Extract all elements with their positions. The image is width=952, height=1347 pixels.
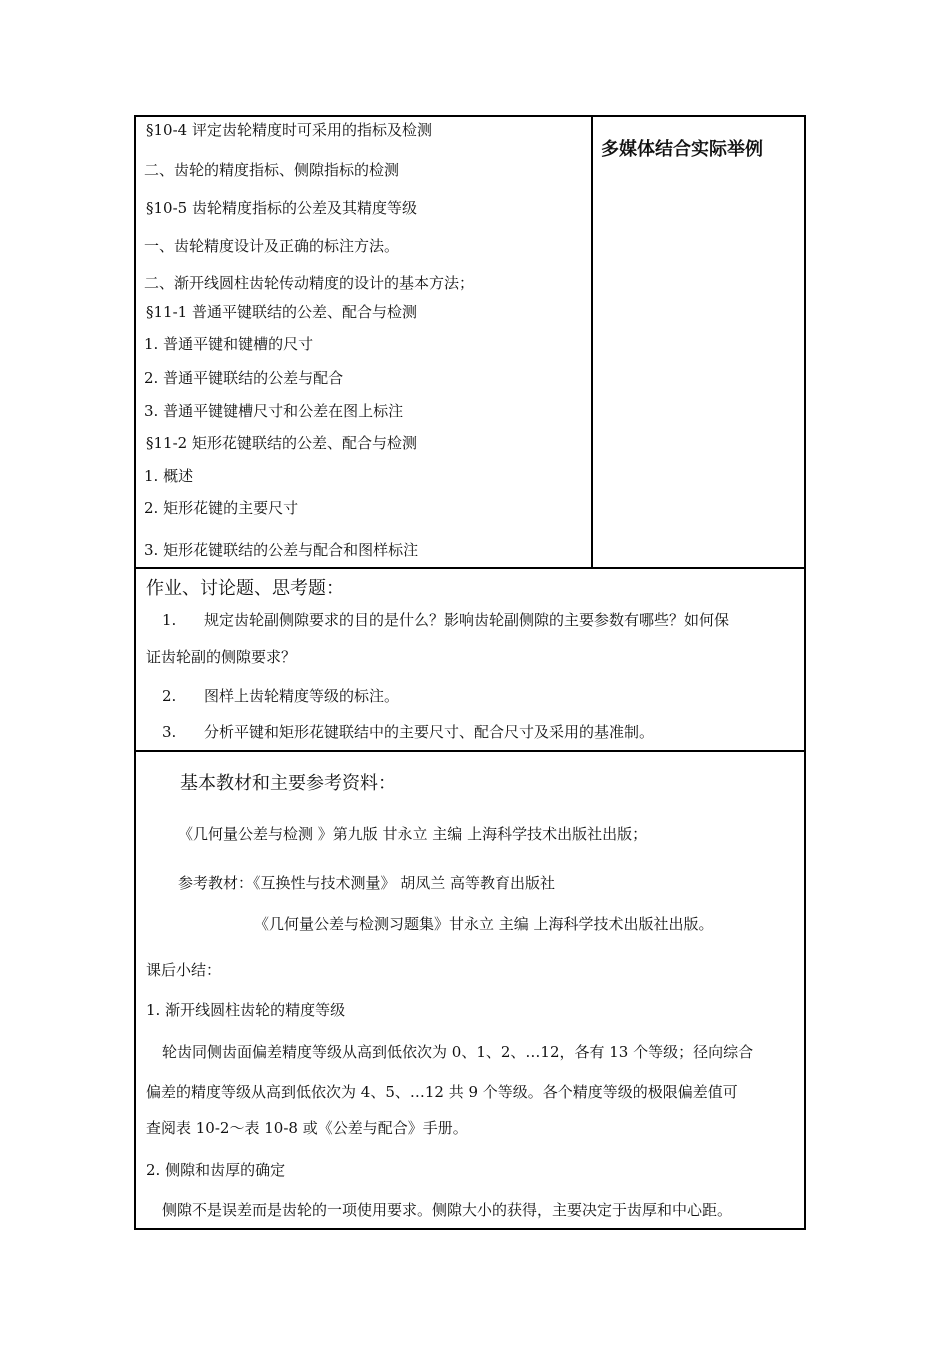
row-divider-1 — [136, 567, 804, 569]
summary-1-line2: 偏差的精度等级从高到低依次为 4、5、…12 共 9 个等级。各个精度等级的极限偏差值可 — [146, 1083, 738, 1101]
summary-2-line1: 侧隙不是误差而是齿轮的一项使用要求。侧隙大小的获得，主要决定于齿厚和中心距。 — [162, 1201, 733, 1219]
content-item: 二、齿轮的精度指标、侧隙指标的检测 — [144, 161, 400, 179]
content-item: 二、渐开线圆柱齿轮传动精度的设计的基本方法； — [144, 274, 475, 292]
content-item: 1. 概述 — [144, 467, 194, 485]
row-divider-2 — [136, 750, 804, 752]
homework-heading: 作业、讨论题、思考题： — [146, 578, 344, 599]
references-heading: 基本教材和主要参考资料： — [180, 773, 396, 794]
homework-q3: 分析平键和矩形花键联结中的主要尺寸、配合尺寸及采用的基准制。 — [204, 723, 655, 741]
content-item: §11-2 矩形花键联结的公差、配合与检测 — [146, 434, 417, 452]
side-note: 多媒体结合实际举例 — [601, 139, 763, 160]
textbook: 《几何量公差与检测 》第九版 甘永立 主编 上海科学技术出版社出版； — [178, 825, 648, 843]
summary-1-line1: 轮齿同侧齿面偏差精度等级从高到低依次为 0、1、2、…12，各有 13 个等级；径向综合 — [162, 1043, 754, 1061]
content-item: 一、齿轮精度设计及正确的标注方法。 — [144, 237, 400, 255]
homework-q1-number: 1. — [162, 611, 177, 629]
content-item: 2. 矩形花键的主要尺寸 — [144, 499, 299, 517]
summary-1-line3: 查阅表 10-2～表 10-8 或《公差与配合》手册。 — [146, 1119, 468, 1137]
reference-1: 参考教材：《互换性与技术测量》 胡凤兰 高等教育出版社 — [178, 874, 556, 892]
homework-q3-number: 3. — [162, 723, 177, 741]
summary-1-title: 1. 渐开线圆柱齿轮的精度等级 — [146, 1001, 346, 1019]
homework-q1-line2: 证齿轮副的侧隙要求？ — [146, 648, 297, 666]
homework-q2: 图样上齿轮精度等级的标注。 — [204, 687, 400, 705]
content-item: 3. 普通平键键槽尺寸和公差在图上标注 — [144, 402, 404, 420]
content-item: 2. 普通平键联结的公差与配合 — [144, 369, 344, 387]
content-item: 1. 普通平键和键槽的尺寸 — [144, 335, 314, 353]
reference-2: 《几何量公差与检测习题集》甘永立 主编 上海科学技术出版社出版。 — [254, 915, 714, 933]
content-item: 3. 矩形花键联结的公差与配合和图样标注 — [144, 541, 419, 559]
homework-q1-line1: 规定齿轮副侧隙要求的目的是什么？影响齿轮副侧隙的主要参数有哪些？如何保 — [204, 611, 730, 629]
homework-q2-number: 2. — [162, 687, 177, 705]
summary-2-title: 2. 侧隙和齿厚的确定 — [146, 1161, 286, 1179]
content-item: §10-4 评定齿轮精度时可采用的指标及检测 — [146, 121, 432, 139]
lesson-table — [134, 115, 806, 1230]
column-divider — [591, 117, 593, 568]
content-item: §10-5 齿轮精度指标的公差及其精度等级 — [146, 199, 417, 217]
summary-heading: 课后小结： — [146, 961, 222, 979]
content-item: §11-1 普通平键联结的公差、配合与检测 — [146, 303, 417, 321]
